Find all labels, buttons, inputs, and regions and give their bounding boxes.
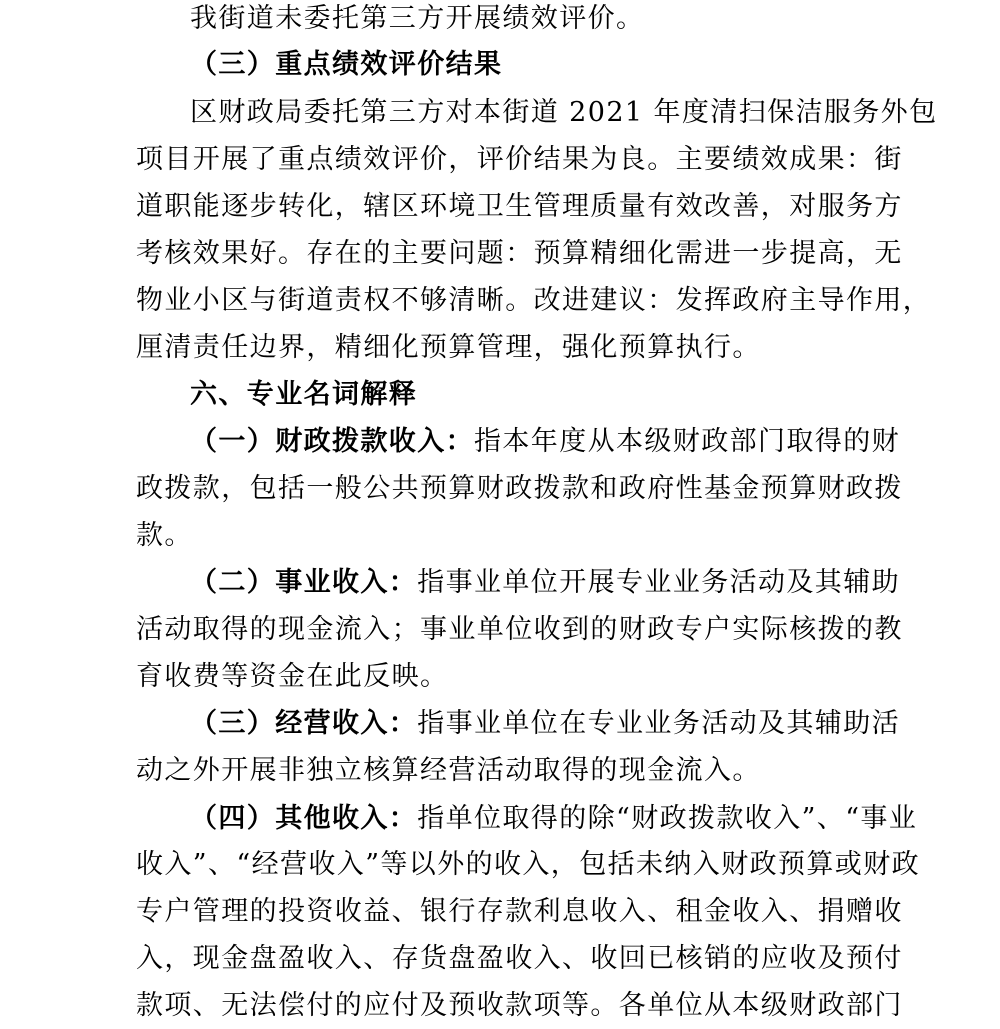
definition-text: 指事业单位在专业业务活动及其辅助活 xyxy=(417,708,901,739)
paragraph-line: 动之外开展非独立核算经营活动取得的现金流入。 xyxy=(136,755,761,786)
definition-text: 指单位取得的除“财政拨款收入”、“事业 xyxy=(417,803,918,834)
paragraph-line: 活动取得的现金流入；事业单位收到的财政专户实际核拨的教 xyxy=(136,614,903,645)
section-heading: （三）重点绩效评价结果 xyxy=(190,49,503,80)
definition-first-line xyxy=(190,796,917,842)
definition-first-line xyxy=(190,419,900,465)
paragraph-line: 收入”、“经营收入”等以外的收入，包括未纳入财政预算或财政 xyxy=(136,849,921,880)
paragraph-line: 物业小区与街道责权不够清晰。改进建议：发挥政府主导作用， xyxy=(136,285,932,316)
paragraph-line: 项目开展了重点绩效评价，评价结果为良。主要绩效成果：街 xyxy=(136,144,903,175)
paragraph-line: 区财政局委托第三方对本街道 2021 年度清扫保洁服务外包 xyxy=(190,97,938,128)
paragraph-line: 专户管理的投资收益、银行存款利息收入、租金收入、捐赠收 xyxy=(136,896,903,927)
paragraph-line: 入，现金盘盈收入、存货盘盈收入、收回已核销的应收及预付 xyxy=(136,943,903,974)
definition-first-line xyxy=(190,560,900,606)
paragraph-line: 政拨款，包括一般公共预算财政拨款和政府性基金预算财政拨 xyxy=(136,473,903,504)
paragraph-line: 育收费等资金在此反映。 xyxy=(136,661,449,692)
paragraph-line: 款项、无法偿付的应付及预收款项等。各单位从本级财政部门 xyxy=(136,990,903,1021)
paragraph-line: 考核效果好。存在的主要问题：预算精细化需进一步提高，无 xyxy=(136,238,903,269)
paragraph-line: 我街道未委托第三方开展绩效评价。 xyxy=(190,3,645,34)
definition-text: 指本年度从本级财政部门取得的财 xyxy=(474,426,900,457)
definition-term: （一）财政拨款收入： xyxy=(190,426,474,457)
paragraph-line: 道职能逐步转化，辖区环境卫生管理质量有效改善，对服务方 xyxy=(136,191,903,222)
paragraph-line: 厘清责任边界，精细化预算管理，强化预算执行。 xyxy=(136,332,761,363)
definition-term: （二）事业收入： xyxy=(190,567,418,598)
definition-term: （四）其他收入： xyxy=(190,803,418,834)
paragraph-line: 款。 xyxy=(136,520,193,551)
section-heading: 六、专业名词解释 xyxy=(190,379,418,410)
definition-first-line xyxy=(190,701,900,747)
definition-term: （三）经营收入： xyxy=(190,708,418,739)
definition-text: 指事业单位开展专业业务活动及其辅助 xyxy=(417,567,901,598)
